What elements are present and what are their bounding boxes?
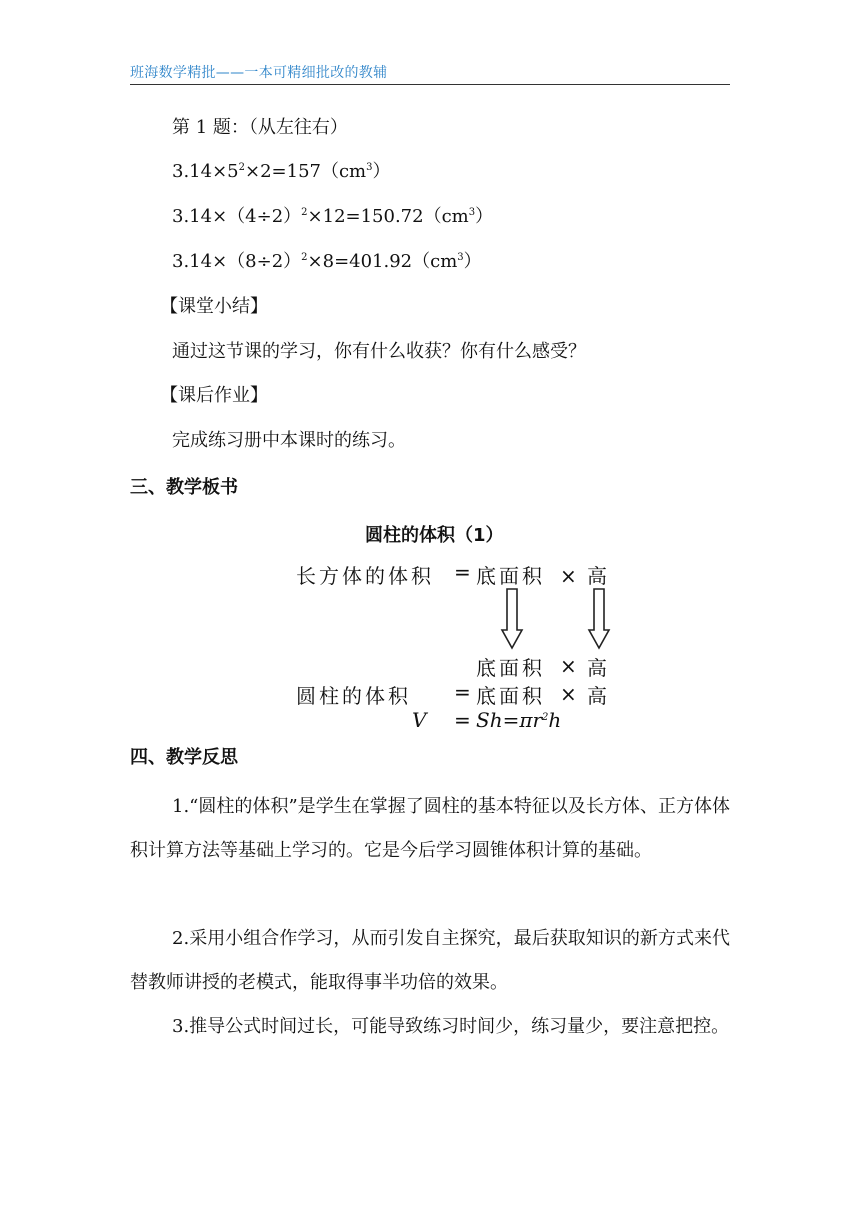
- calculation-line-1: [172, 160, 391, 184]
- summary-heading: 【课堂小结】: [160, 296, 268, 317]
- calc-3-exponent: 2: [301, 252, 308, 263]
- reflection-item-2: 2.采用小组合作学习，从而引发自主探究，最后获取知识的新方式来代替教师讲授的老模式，能取得事半功倍的效果。: [130, 928, 730, 993]
- calc-3-close: ）: [463, 251, 482, 272]
- reflection-item-3: 3.推导公式时间过长，可能导致练习时间少，练习量少，要注意把控。: [172, 1016, 730, 1037]
- down-arrow-icon: [500, 588, 524, 650]
- down-arrow-icon: [587, 588, 611, 650]
- board-cuboid-volume-label: 长方体的体积: [296, 564, 434, 588]
- board-equals-1: =: [454, 560, 474, 584]
- calculation-line-3: [172, 250, 482, 274]
- board-volume-symbol: V: [412, 708, 427, 732]
- header-title: 班海数学精批——一本可精细批改的教辅: [130, 65, 388, 81]
- board-times-3: ×: [560, 682, 580, 706]
- calc-1-exponent: 2: [238, 162, 245, 173]
- calc-2-close: ）: [475, 206, 494, 227]
- reflection-item-1: 1.“圆柱的体积”是学生在掌握了圆柱的基本特征以及长方体、正方体体积计算方法等基础上学习的。它是今后学习圆锥体积计算的基础。: [130, 796, 730, 861]
- board-base-area-3: 底面积: [476, 684, 545, 708]
- board-height-3: 高: [587, 684, 610, 708]
- calc-3-body: ×8=401.92（cm: [307, 251, 458, 272]
- board-formula: [476, 708, 561, 732]
- board-height-1: 高: [587, 564, 610, 588]
- calc-1-close: ）: [372, 161, 391, 182]
- question-1-label: 第 1 题：（从左往右）: [172, 117, 348, 138]
- calculation-line-2: [172, 205, 493, 229]
- header-rule: [130, 84, 730, 85]
- board-title: 圆柱的体积（1）: [365, 525, 504, 546]
- homework-text: 完成练习册中本课时的练习。: [172, 430, 406, 451]
- board-equals-3: =: [454, 708, 474, 732]
- homework-heading: 【课后作业】: [160, 385, 268, 406]
- board-base-area-2: 底面积: [476, 656, 545, 680]
- calc-2-exponent: 2: [301, 207, 308, 218]
- calc-2-body: ×12=150.72（cm: [307, 206, 469, 227]
- section-4-title: 四、教学反思: [130, 747, 238, 768]
- calc-1-body: ×2=157（cm: [245, 161, 367, 182]
- summary-text: 通过这节课的学习，你有什么收获？你有什么感受？: [172, 341, 586, 362]
- board-formula-height: h: [548, 708, 562, 732]
- board-times-1: ×: [560, 564, 580, 588]
- blackboard-diagram: [290, 548, 630, 738]
- calc-1-base: 3.14×5: [172, 161, 239, 182]
- board-times-2: ×: [560, 654, 580, 678]
- section-3-title: 三、教学板书: [130, 477, 238, 498]
- calc-2-base: 3.14×（4÷2）: [172, 206, 302, 227]
- calc-3-unit-exponent: 3: [457, 252, 464, 263]
- board-formula-exponent: 2: [542, 712, 549, 723]
- calc-3-base: 3.14×（8÷2）: [172, 251, 302, 272]
- board-cylinder-volume-label: 圆柱的体积: [296, 684, 411, 708]
- calc-2-unit-exponent: 3: [468, 207, 476, 218]
- board-base-area-1: 底面积: [476, 564, 545, 588]
- board-height-2: 高: [587, 656, 610, 680]
- board-formula-main: Sh=πr: [476, 708, 543, 732]
- board-equals-2: =: [454, 680, 474, 704]
- calc-1-unit-exponent: 3: [366, 162, 373, 173]
